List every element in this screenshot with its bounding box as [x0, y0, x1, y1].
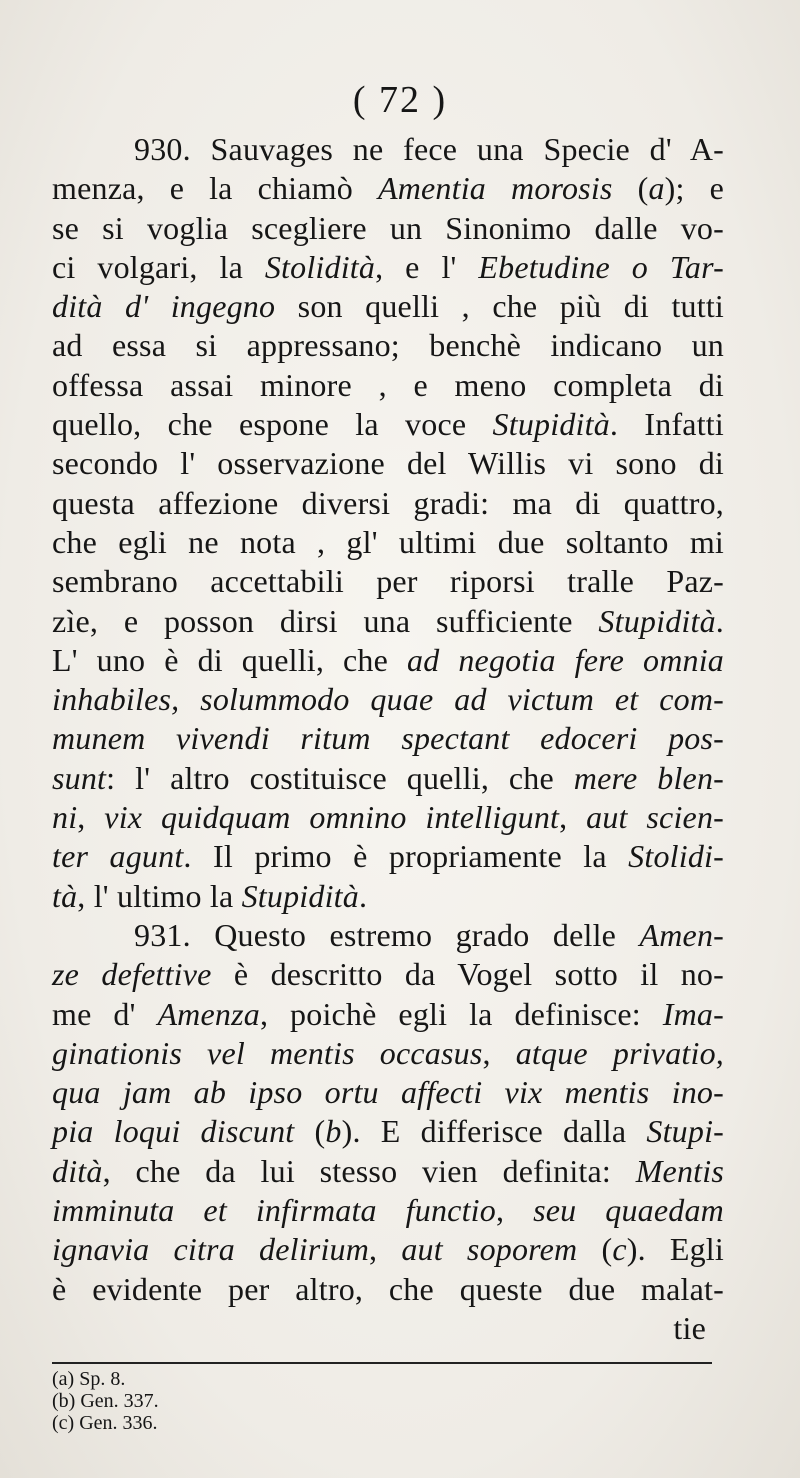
text-span: ( [294, 1113, 326, 1150]
text-span: , [559, 799, 587, 836]
italic-text: ni [52, 799, 78, 836]
italic-text: Stolidi- [628, 838, 724, 875]
italic-text: ter agunt [52, 838, 184, 875]
text-span: , [482, 1034, 516, 1071]
text-span: , l' ultimo la [77, 877, 242, 914]
text-span: ( [612, 170, 649, 207]
text-span: ); e [664, 170, 724, 207]
text-line [52, 759, 724, 798]
italic-text: aut scien- [586, 799, 725, 836]
text-line [52, 1152, 724, 1191]
text-span: ). E differisce dalla [341, 1113, 647, 1150]
italic-text: Amenza [157, 995, 260, 1032]
text-line [52, 1112, 724, 1151]
text-span: 931. Questo estremo grado delle [134, 916, 640, 953]
text-span: secondo l' osservazione del Willis vi sono di [52, 445, 724, 482]
italic-text: a [648, 170, 665, 207]
text-line [52, 916, 724, 955]
italic-text: Ima- [662, 995, 724, 1032]
text-span: ci volgari, la [52, 248, 265, 285]
text-span: è evidente per altro, che queste due malat- [52, 1270, 724, 1307]
text-line [52, 1230, 724, 1269]
italic-text: munem vivendi ritum spectant edoceri pos- [52, 720, 724, 757]
text-line [52, 955, 724, 994]
text-span: quello, che espone la voce [52, 406, 493, 443]
text-line [52, 995, 724, 1034]
italic-text: atque privatio, [515, 1034, 724, 1071]
text-line [52, 444, 724, 483]
text-line [52, 680, 724, 719]
text-span: ad essa si appressano; benchè indicano un [52, 327, 724, 364]
italic-text: tà [52, 877, 78, 914]
text-span: , [495, 1192, 534, 1229]
italic-text: seu quaedam [533, 1192, 724, 1229]
text-line [52, 602, 724, 641]
footnote: (a) Sp. 8. [52, 1368, 126, 1390]
italic-text: qua jam ab ipso ortu affecti vix mentis ino- [52, 1074, 724, 1111]
text-span: , [369, 1231, 402, 1268]
italic-text: Stupidità [598, 602, 716, 639]
italic-text: Stupi- [646, 1113, 725, 1150]
text-span: menza, e la chiamò [52, 170, 378, 207]
italic-text: Ebetudine o Tar- [478, 248, 724, 285]
text-span: che egli ne nota , gl' ultimi due soltanto mi [52, 523, 724, 560]
text-line [52, 1309, 724, 1348]
text-line [52, 130, 724, 169]
italic-text: mere blen- [573, 759, 725, 796]
italic-text: Amen- [639, 916, 724, 953]
italic-text: ad negotia fere omnia [407, 641, 724, 678]
text-span: sembrano accettabili per riporsi tralle Paz- [52, 563, 724, 600]
text-line [52, 523, 724, 562]
text-line [52, 837, 724, 876]
italic-text: dità [52, 1152, 103, 1189]
italic-text: ginationis vel mentis occasus [52, 1034, 483, 1071]
text-line [52, 326, 724, 365]
italic-text: Mentis [635, 1152, 724, 1189]
text-span: me d' [52, 995, 158, 1032]
text-span: . Infatti [609, 406, 724, 443]
text-span: L' uno è di quelli, che [52, 641, 407, 678]
text-span: , [77, 799, 105, 836]
italic-text: inhabiles, solummodo quae ad victum et com- [52, 681, 724, 718]
text-line [52, 877, 724, 916]
italic-text: Stupidità [241, 877, 359, 914]
text-line [52, 719, 724, 758]
text-line [52, 641, 724, 680]
text-span: è descritto da Vogel sotto il no- [211, 956, 724, 993]
italic-text: ignavia citra delirium [52, 1231, 370, 1268]
text-span: ). Egli [626, 1231, 724, 1268]
text-span: son quelli , che più di tutti [275, 288, 725, 325]
italic-text: b [325, 1113, 342, 1150]
text-line [52, 287, 724, 326]
body-text [52, 130, 724, 1348]
text-line [52, 366, 724, 405]
footnote: (b) Gen. 337. [52, 1390, 159, 1412]
text-span: , e l' [375, 248, 479, 285]
text-line [52, 798, 724, 837]
italic-text: ze defettive [52, 956, 212, 993]
text-line [52, 1270, 724, 1309]
text-line [52, 405, 724, 444]
text-span: se si voglia scegliere un Sinonimo dalle vo- [52, 209, 724, 246]
text-span: offessa assai minore , e meno completa di [52, 366, 724, 403]
text-span: . [715, 602, 724, 639]
text-line [52, 248, 724, 287]
footnotes [52, 1368, 352, 1434]
italic-text: imminuta et infirmata functio [52, 1192, 496, 1229]
italic-text: Stupidità [492, 406, 610, 443]
text-span: questa affezione diversi gradi: ma di quattro, [52, 484, 724, 521]
text-span: zìe, e posson dirsi una sufficiente [52, 602, 599, 639]
footnote: (c) Gen. 336. [52, 1412, 158, 1434]
footnote-rule [52, 1362, 712, 1364]
page-number: ( 72 ) [352, 79, 448, 121]
text-span: . [358, 877, 368, 914]
italic-text: Stolidità [264, 248, 376, 285]
text-span: 930. Sauvages ne fece una Specie d' A- [134, 131, 724, 167]
italic-text: pia loqui discunt [52, 1113, 295, 1150]
text-line [52, 1034, 724, 1073]
text-line [52, 562, 724, 601]
text-span: ( [577, 1231, 613, 1268]
italic-text: Amentia morosis [377, 170, 613, 207]
text-span: tie [673, 1309, 706, 1346]
text-line [52, 169, 724, 208]
text-line [52, 1073, 724, 1112]
text-span: : l' altro costituisce quelli, che [106, 759, 574, 796]
text-span: . Il primo è propriamente la [183, 838, 629, 875]
text-line [52, 209, 724, 248]
italic-text: dità d' ingegno [52, 288, 276, 325]
italic-text: c [612, 1231, 627, 1268]
italic-text: sunt [52, 759, 107, 796]
text-line [52, 484, 724, 523]
text-line [52, 1191, 724, 1230]
text-span: , che da lui stesso vien definita: [102, 1152, 636, 1189]
italic-text: vix quidquam omnino intelligunt [104, 799, 560, 836]
text-span: , poichè egli la definisce: [259, 995, 663, 1032]
italic-text: aut soporem [401, 1231, 578, 1268]
